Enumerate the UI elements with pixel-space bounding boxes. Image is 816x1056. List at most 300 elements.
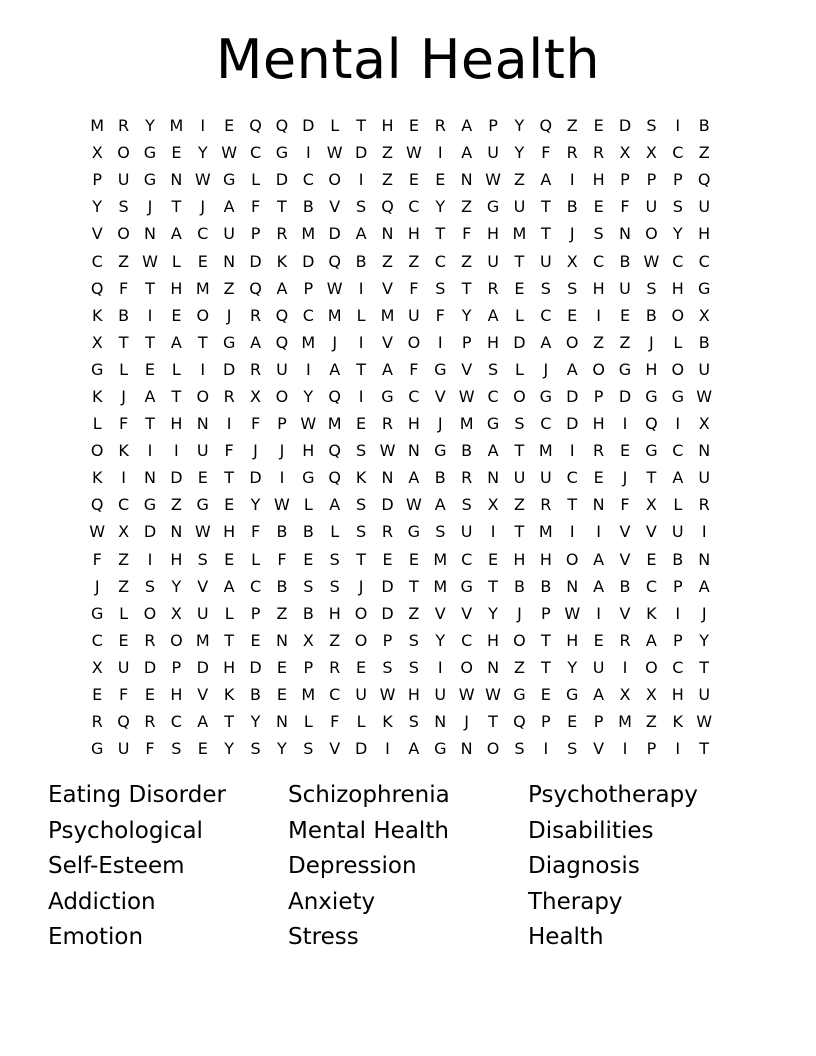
grid-letter: E — [171, 143, 182, 163]
grid-letter: S — [171, 739, 182, 759]
word-item: Diagnosis — [528, 853, 640, 879]
grid-letter: H — [170, 685, 183, 705]
grid-letter: E — [619, 441, 631, 461]
grid-letter: E — [118, 630, 129, 650]
grid-letter: C — [461, 630, 473, 650]
grid-letter: E — [567, 305, 578, 325]
grid-letter: I — [622, 739, 628, 759]
grid-letter: A — [487, 441, 499, 461]
grid-letter: B — [302, 197, 314, 217]
grid-letter: B — [513, 576, 525, 596]
grid-letter: W — [379, 685, 396, 705]
grid-letter: G — [222, 332, 236, 352]
grid-letter: S — [118, 197, 129, 217]
grid-letter: O — [407, 332, 421, 352]
grid-letter: W — [326, 143, 343, 163]
grid-letter: F — [118, 685, 129, 705]
grid-letter: Q — [90, 495, 104, 515]
grid-row — [84, 681, 740, 708]
grid-letter: E — [488, 549, 499, 569]
grid-letter: S — [356, 197, 367, 217]
grid-row — [84, 600, 740, 627]
grid-letter: C — [408, 197, 420, 217]
grid-letter: G — [645, 441, 658, 461]
grid-letter: F — [145, 739, 155, 759]
grid-row — [84, 275, 740, 302]
grid-letter: L — [330, 522, 340, 542]
grid-letter: F — [620, 495, 630, 515]
grid-letter: C — [593, 251, 605, 271]
grid-letter: N — [143, 224, 156, 244]
grid-letter: A — [408, 739, 420, 759]
grid-letter: Z — [513, 170, 525, 190]
word-list — [48, 778, 768, 956]
grid-letter: H — [487, 224, 500, 244]
grid-letter: G — [90, 359, 104, 379]
grid-letter: S — [672, 197, 683, 217]
grid-letter: F — [224, 441, 234, 461]
grid-letter: S — [197, 549, 208, 569]
grid-letter: H — [671, 685, 684, 705]
grid-letter: D — [618, 116, 632, 136]
grid-letter: H — [170, 278, 183, 298]
grid-letter: D — [249, 468, 262, 488]
grid-letter: A — [382, 359, 393, 379]
grid-letter: A — [566, 359, 578, 379]
grid-letter: I — [490, 522, 496, 542]
grid-letter: D — [354, 739, 368, 759]
grid-letter: F — [118, 414, 129, 434]
grid-letter: I — [596, 522, 601, 542]
grid-letter: Z — [382, 143, 393, 163]
grid-letter: L — [356, 712, 366, 732]
grid-row — [84, 356, 740, 383]
grid-letter: P — [382, 630, 393, 650]
grid-letter: E — [197, 739, 208, 759]
grid-row — [84, 329, 740, 356]
grid-letter: H — [407, 685, 420, 705]
grid-row — [84, 139, 740, 166]
grid-letter: L — [119, 603, 129, 623]
grid-letter: A — [593, 685, 605, 705]
grid-letter: Q — [328, 441, 341, 461]
grid-letter: B — [698, 332, 710, 352]
grid-letter: J — [279, 441, 285, 461]
grid-letter: A — [276, 278, 288, 298]
grid-letter: D — [302, 251, 315, 271]
grid-letter: Z — [566, 116, 578, 136]
grid-letter: I — [358, 278, 364, 298]
grid-letter: R — [329, 657, 341, 677]
grid-letter: E — [408, 549, 419, 569]
grid-letter: T — [277, 197, 287, 217]
grid-letter: T — [408, 576, 419, 596]
grid-letter: C — [672, 143, 684, 163]
grid-letter: V — [91, 224, 103, 244]
grid-letter: I — [147, 305, 153, 325]
grid-letter: I — [569, 522, 575, 542]
grid-letter: W — [194, 522, 211, 542]
grid-letter: A — [250, 332, 262, 352]
grid-letter: P — [303, 657, 314, 677]
grid-letter: E — [408, 116, 419, 136]
grid-letter: U — [460, 522, 473, 542]
grid-letter: V — [382, 332, 393, 352]
grid-letter: H — [487, 332, 500, 352]
grid-letter: W — [405, 143, 422, 163]
grid-letter: A — [223, 197, 235, 217]
grid-letter: G — [275, 143, 289, 163]
grid-letter: H — [328, 603, 341, 623]
grid-letter: W — [564, 603, 581, 623]
grid-letter: H — [223, 657, 236, 677]
grid-letter: J — [358, 576, 364, 596]
grid-letter: V — [197, 685, 209, 705]
grid-letter: O — [671, 305, 685, 325]
grid-letter: W — [458, 386, 475, 406]
grid-letter: M — [459, 414, 474, 434]
grid-letter: B — [619, 251, 631, 271]
grid-letter: Z — [276, 603, 288, 623]
grid-letter: E — [224, 549, 235, 569]
grid-letter: S — [646, 278, 657, 298]
grid-letter: N — [487, 468, 500, 488]
grid-letter: Q — [90, 278, 104, 298]
grid-letter: S — [356, 495, 367, 515]
grid-letter: U — [513, 468, 526, 488]
grid-letter: R — [276, 224, 288, 244]
grid-letter: G — [645, 386, 658, 406]
grid-letter: X — [645, 495, 657, 515]
grid-letter: T — [540, 657, 551, 677]
grid-row — [84, 302, 740, 329]
grid-letter: O — [565, 549, 579, 569]
grid-letter: N — [698, 441, 711, 461]
grid-letter: N — [170, 522, 183, 542]
grid-letter: P — [541, 603, 551, 623]
grid-letter: C — [672, 657, 684, 677]
grid-letter: S — [408, 630, 419, 650]
grid-letter: X — [250, 386, 262, 406]
grid-letter: O — [117, 143, 130, 163]
grid-letter: G — [486, 414, 500, 434]
grid-letter: M — [327, 414, 342, 434]
grid-letter: I — [622, 657, 628, 677]
grid-letter: C — [170, 712, 182, 732]
grid-letter: R — [566, 143, 578, 163]
word-column-1 — [48, 778, 288, 956]
grid-letter: J — [622, 468, 628, 488]
grid-letter: S — [435, 522, 446, 542]
word-item: Emotion — [48, 924, 144, 950]
grid-letter: F — [462, 224, 472, 244]
grid-letter: R — [91, 712, 103, 732]
grid-letter: Q — [117, 712, 130, 732]
grid-letter: J — [701, 603, 707, 623]
grid-letter: W — [89, 522, 106, 542]
grid-letter: H — [645, 359, 658, 379]
grid-letter: E — [435, 170, 446, 190]
grid-letter: E — [567, 712, 578, 732]
grid-letter: A — [170, 224, 182, 244]
grid-letter: G — [381, 386, 394, 406]
grid-letter: E — [514, 278, 525, 298]
grid-letter: U — [276, 359, 288, 379]
grid-letter: C — [302, 170, 314, 190]
grid-letter: Y — [92, 197, 103, 217]
grid-letter: R — [487, 278, 499, 298]
grid-letter: Y — [514, 143, 525, 163]
grid-letter: Y — [224, 739, 235, 759]
grid-letter: H — [592, 170, 605, 190]
grid-letter: M — [538, 522, 553, 542]
grid-letter: I — [596, 305, 601, 325]
grid-letter: I — [569, 170, 575, 190]
grid-letter: Q — [275, 305, 289, 325]
grid-letter: A — [170, 332, 182, 352]
grid-letter: I — [569, 441, 575, 461]
grid-row — [84, 627, 740, 654]
grid-letter: U — [698, 197, 711, 217]
grid-letter: U — [592, 657, 605, 677]
grid-row — [84, 464, 740, 491]
grid-letter: T — [699, 739, 710, 759]
grid-letter: Z — [408, 603, 420, 623]
grid-letter: R — [698, 495, 710, 515]
grid-letter: A — [144, 386, 156, 406]
grid-letter: W — [274, 495, 290, 515]
grid-letter: D — [143, 522, 157, 542]
grid-letter: P — [303, 278, 314, 298]
grid-letter: X — [118, 522, 130, 542]
grid-letter: F — [277, 549, 287, 569]
grid-letter: G — [222, 170, 236, 190]
grid-letter: D — [249, 657, 262, 677]
grid-letter: W — [405, 495, 422, 515]
grid-letter: S — [487, 359, 499, 379]
grid-letter: C — [91, 630, 103, 650]
grid-letter: F — [118, 278, 129, 298]
grid-letter: N — [196, 414, 209, 434]
grid-letter: P — [620, 170, 630, 190]
grid-letter: G — [143, 143, 157, 163]
grid-letter: T — [646, 468, 657, 488]
grid-letter: Y — [277, 739, 287, 759]
grid-letter: Z — [223, 278, 235, 298]
grid-letter: O — [354, 603, 368, 623]
grid-letter: G — [539, 386, 553, 406]
grid-letter: N — [698, 549, 711, 569]
grid-letter: S — [356, 522, 367, 542]
grid-letter: A — [672, 468, 684, 488]
grid-letter: X — [91, 143, 103, 163]
grid-row — [84, 518, 740, 545]
grid-letter: P — [461, 332, 472, 352]
grid-letter: I — [147, 549, 153, 569]
grid-letter: A — [355, 224, 367, 244]
grid-letter: O — [565, 332, 579, 352]
grid-letter: D — [566, 414, 579, 434]
grid-letter: F — [250, 522, 261, 542]
grid-letter: Z — [513, 495, 525, 515]
grid-letter: X — [302, 630, 314, 650]
grid-letter: E — [224, 495, 235, 515]
grid-letter: U — [698, 359, 711, 379]
grid-letter: P — [672, 576, 683, 596]
grid-letter: C — [249, 576, 262, 596]
grid-letter: D — [566, 386, 579, 406]
grid-letter: H — [381, 116, 394, 136]
grid-letter: E — [540, 685, 551, 705]
grid-letter: D — [354, 143, 368, 163]
grid-letter: D — [618, 386, 632, 406]
grid-letter: C — [249, 143, 262, 163]
grid-letter: R — [118, 116, 130, 136]
grid-letter: G — [566, 685, 579, 705]
word-item: Eating Disorder — [48, 782, 226, 808]
grid-letter: X — [170, 603, 182, 623]
grid-letter: D — [143, 657, 157, 677]
grid-letter: Z — [118, 576, 130, 596]
grid-letter: O — [486, 739, 500, 759]
grid-letter: Z — [513, 657, 525, 677]
grid-letter: K — [646, 603, 657, 623]
grid-letter: P — [646, 170, 657, 190]
grid-letter: A — [434, 495, 446, 515]
grid-letter: U — [487, 143, 499, 163]
grid-letter: A — [408, 468, 420, 488]
grid-letter: F — [250, 414, 261, 434]
grid-letter: K — [355, 468, 367, 488]
grid-letter: U — [671, 522, 684, 542]
grid-letter: X — [645, 685, 657, 705]
grid-letter: R — [249, 305, 262, 325]
grid-letter: I — [622, 414, 628, 434]
grid-letter: J — [569, 224, 575, 244]
grid-letter: U — [117, 657, 130, 677]
grid-letter: D — [249, 251, 262, 271]
grid-letter: H — [170, 549, 183, 569]
grid-letter: R — [619, 630, 631, 650]
grid-letter: Z — [382, 251, 393, 271]
grid-letter: E — [646, 549, 657, 569]
grid-letter: V — [461, 603, 473, 623]
grid-letter: T — [488, 712, 498, 732]
grid-letter: N — [619, 224, 631, 244]
grid-letter: T — [488, 576, 498, 596]
grid-row — [84, 573, 740, 600]
grid-letter: W — [696, 712, 713, 732]
grid-letter: T — [356, 116, 366, 136]
grid-letter: E — [619, 305, 631, 325]
grid-letter: L — [673, 495, 683, 515]
grid-letter: O — [513, 386, 526, 406]
grid-letter: T — [567, 495, 578, 515]
grid-letter: W — [379, 441, 396, 461]
grid-letter: H — [566, 630, 579, 650]
grid-letter: H — [592, 278, 605, 298]
grid-letter: T — [145, 278, 155, 298]
grid-letter: A — [197, 712, 209, 732]
grid-letter: O — [513, 630, 526, 650]
grid-letter: I — [385, 739, 390, 759]
grid-letter: I — [174, 441, 179, 461]
grid-letter: P — [646, 739, 657, 759]
grid-letter: U — [408, 305, 420, 325]
grid-letter: W — [194, 170, 211, 190]
grid-row — [84, 546, 740, 573]
grid-letter: R — [593, 441, 605, 461]
grid-letter: S — [514, 739, 525, 759]
grid-letter: L — [171, 359, 181, 379]
grid-letter: S — [250, 739, 261, 759]
grid-letter: M — [301, 332, 316, 352]
grid-letter: F — [541, 143, 551, 163]
grid-letter: I — [437, 657, 443, 677]
grid-letter: P — [541, 712, 551, 732]
grid-letter: E — [593, 468, 604, 488]
grid-letter: M — [433, 576, 448, 596]
grid-letter: F — [409, 278, 419, 298]
grid-letter: S — [382, 657, 393, 677]
grid-letter: V — [434, 386, 446, 406]
grid-letter: H — [223, 522, 236, 542]
grid-letter: F — [330, 712, 340, 732]
grid-letter: J — [332, 332, 338, 352]
grid-letter: X — [619, 685, 631, 705]
grid-letter: U — [698, 685, 711, 705]
grid-letter: R — [434, 116, 446, 136]
grid-letter: O — [275, 386, 289, 406]
grid-letter: U — [513, 197, 526, 217]
grid-letter: C — [408, 386, 420, 406]
grid-letter: G — [302, 468, 315, 488]
grid-letter: C — [672, 441, 684, 461]
grid-letter: V — [197, 576, 209, 596]
grid-letter: C — [540, 305, 552, 325]
grid-letter: T — [540, 197, 551, 217]
grid-letter: R — [249, 359, 262, 379]
grid-letter: M — [90, 116, 105, 136]
grid-letter: N — [381, 224, 394, 244]
grid-letter: J — [517, 603, 522, 623]
grid-letter: L — [251, 549, 260, 569]
grid-letter: T — [224, 630, 235, 650]
grid-letter: G — [434, 359, 447, 379]
grid-letter: S — [329, 576, 340, 596]
grid-letter: I — [305, 359, 311, 379]
grid-letter: Q — [249, 278, 262, 298]
grid-letter: C — [698, 251, 710, 271]
grid-letter: U — [355, 685, 367, 705]
grid-letter: M — [512, 224, 527, 244]
grid-letter: T — [356, 549, 366, 569]
grid-letter: L — [673, 332, 683, 352]
grid-letter: R — [381, 522, 394, 542]
grid-letter: Q — [645, 414, 658, 434]
grid-letter: G — [90, 603, 104, 623]
grid-row — [84, 735, 740, 762]
grid-letter: G — [434, 739, 447, 759]
grid-row — [84, 166, 740, 193]
grid-letter: D — [170, 468, 183, 488]
grid-letter: Z — [170, 495, 182, 515]
grid-letter: G — [486, 197, 500, 217]
grid-row — [84, 383, 740, 410]
grid-letter: X — [91, 657, 103, 677]
grid-letter: P — [277, 414, 287, 434]
grid-letter: Z — [645, 712, 657, 732]
